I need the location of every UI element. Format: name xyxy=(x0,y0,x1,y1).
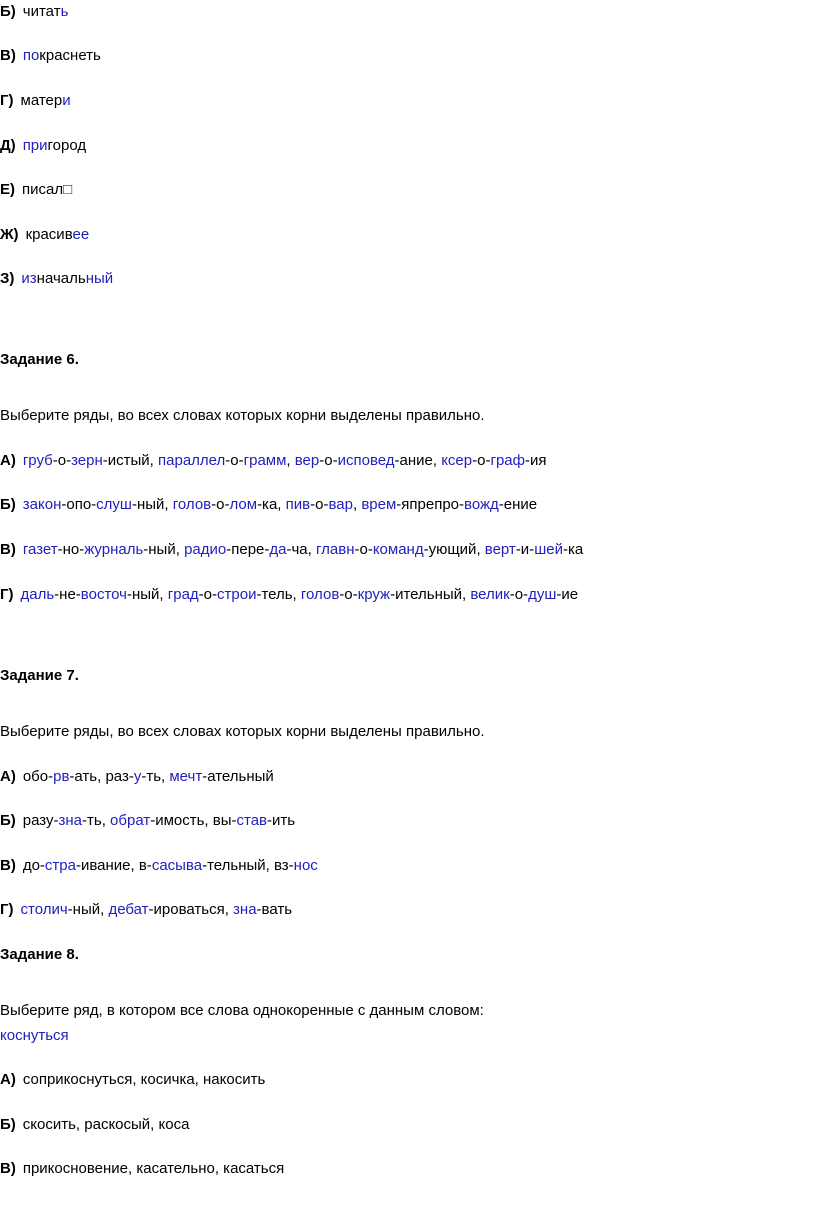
text-segment: , xyxy=(352,496,362,513)
text-segment: -ный, xyxy=(126,586,168,603)
text-segment: -ироваться, xyxy=(148,901,234,918)
text-segment: краснеть xyxy=(39,47,101,64)
text-segment: -ный, xyxy=(131,496,173,513)
text-segment: -ательный xyxy=(202,768,274,785)
text-segment: -ать, раз- xyxy=(69,768,134,785)
answer-option xyxy=(0,180,72,200)
text-segment: -тельный, вз- xyxy=(202,857,294,874)
answer-option xyxy=(0,46,101,66)
highlighted-morpheme: □ xyxy=(63,181,73,198)
highlighted-morpheme: даль xyxy=(20,586,55,603)
text-segment: началь xyxy=(36,270,86,287)
text-segment: -о- xyxy=(310,496,329,513)
text-segment: -о- xyxy=(198,586,218,603)
text-segment: -и- xyxy=(515,541,535,558)
option-label: В) xyxy=(0,857,16,874)
text-segment: -ение xyxy=(498,496,538,513)
highlighted-morpheme: круж xyxy=(357,586,391,603)
option-label: Ж) xyxy=(0,226,19,243)
text-line xyxy=(0,1026,69,1046)
text-segment: -тель, xyxy=(256,586,301,603)
highlighted-morpheme: верт xyxy=(484,541,516,558)
highlighted-morpheme: по xyxy=(22,47,40,64)
text-segment: -ный, xyxy=(143,541,185,558)
text-segment: -но- xyxy=(57,541,85,558)
heading-text: Задание 7. xyxy=(0,667,79,684)
answer-option xyxy=(0,451,546,471)
highlighted-morpheme: да xyxy=(269,541,287,558)
highlighted-morpheme: газет xyxy=(22,541,58,558)
answer-option xyxy=(0,136,86,156)
option-label: Б) xyxy=(0,812,16,829)
highlighted-morpheme: зна xyxy=(233,901,257,918)
section-heading xyxy=(0,945,79,965)
highlighted-morpheme: коснуться xyxy=(0,1027,69,1044)
text-segment: -ующий, xyxy=(423,541,485,558)
text-segment: Выберите ряды, во всех словах которых корни выделены правильно. xyxy=(0,407,485,424)
answer-option xyxy=(0,540,583,560)
text-segment: -ительный, xyxy=(390,586,471,603)
text-segment: -япрепро- xyxy=(396,496,465,513)
answer-option xyxy=(0,269,113,289)
text-segment: -ия xyxy=(524,452,547,469)
highlighted-morpheme: зерн xyxy=(71,452,103,469)
option-label: Г) xyxy=(0,586,14,603)
answer-option xyxy=(0,856,318,876)
option-label: А) xyxy=(0,1071,16,1088)
text-segment: -имость, вы- xyxy=(150,812,237,829)
highlighted-morpheme: груб xyxy=(22,452,53,469)
text-segment: -о- xyxy=(211,496,230,513)
highlighted-morpheme: из xyxy=(21,270,37,287)
option-label: Д) xyxy=(0,137,16,154)
text-segment: соприкоснуться, косичка, накосить xyxy=(22,1071,266,1088)
text-segment: писал xyxy=(22,181,64,198)
highlighted-morpheme: ь xyxy=(60,3,69,20)
highlighted-morpheme: и xyxy=(62,92,71,109)
heading-text: Задание 6. xyxy=(0,351,79,368)
option-label: Г) xyxy=(0,92,14,109)
highlighted-morpheme: став xyxy=(236,812,268,829)
answer-option xyxy=(0,495,537,515)
text-line xyxy=(0,406,485,426)
highlighted-morpheme: град xyxy=(167,586,199,603)
highlighted-morpheme: восточ xyxy=(80,586,127,603)
highlighted-morpheme: ксер xyxy=(441,452,473,469)
highlighted-morpheme: нос xyxy=(293,857,318,874)
highlighted-morpheme: дебат xyxy=(108,901,149,918)
highlighted-morpheme: мечт xyxy=(169,768,203,785)
text-segment: до- xyxy=(22,857,45,874)
highlighted-morpheme: у xyxy=(133,768,142,785)
answer-option xyxy=(0,900,292,920)
text-segment: Выберите ряд, в котором все слова однокоренные с данным словом: xyxy=(0,1002,484,1019)
option-label: В) xyxy=(0,541,16,558)
highlighted-morpheme: граф xyxy=(490,452,525,469)
highlighted-morpheme: вар xyxy=(328,496,353,513)
option-label: А) xyxy=(0,768,16,785)
text-segment: -не- xyxy=(54,586,81,603)
highlighted-morpheme: радио xyxy=(184,541,227,558)
option-label: А) xyxy=(0,452,16,469)
answer-option xyxy=(0,225,89,245)
highlighted-morpheme: зна xyxy=(58,812,83,829)
highlighted-morpheme: главн xyxy=(315,541,355,558)
text-segment: читат xyxy=(22,3,61,20)
highlighted-morpheme: вожд xyxy=(464,496,499,513)
text-segment: прикосновение, касательно, касаться xyxy=(22,1160,285,1177)
text-segment: -ание, xyxy=(394,452,442,469)
text-segment: -ить xyxy=(267,812,296,829)
highlighted-morpheme: журналь xyxy=(84,541,144,558)
highlighted-morpheme: команд xyxy=(372,541,424,558)
text-segment: город xyxy=(47,137,87,154)
text-segment: -о- xyxy=(472,452,491,469)
text-segment: -ивание, в- xyxy=(75,857,152,874)
text-segment: -о- xyxy=(319,452,338,469)
text-segment: обо- xyxy=(22,768,54,785)
highlighted-morpheme: рв xyxy=(53,768,70,785)
highlighted-morpheme: сасыва xyxy=(151,857,203,874)
option-label: Г) xyxy=(0,901,14,918)
option-label: В) xyxy=(0,1160,16,1177)
option-label: Б) xyxy=(0,1116,16,1133)
highlighted-morpheme: пив xyxy=(285,496,311,513)
highlighted-morpheme: параллел xyxy=(158,452,226,469)
option-label: Е) xyxy=(0,181,15,198)
text-segment: -ча, xyxy=(286,541,316,558)
answer-option xyxy=(0,1115,189,1135)
text-segment: -ие xyxy=(556,586,579,603)
highlighted-morpheme: вер xyxy=(294,452,320,469)
highlighted-morpheme: исповед xyxy=(337,452,395,469)
text-segment: -о- xyxy=(509,586,529,603)
highlighted-morpheme: строи xyxy=(217,586,257,603)
text-segment: -о- xyxy=(339,586,358,603)
highlighted-morpheme: слуш xyxy=(96,496,132,513)
text-segment: матер xyxy=(20,92,63,109)
text-segment: -истый, xyxy=(102,452,159,469)
answer-option xyxy=(0,1070,265,1090)
heading-text: Задание 8. xyxy=(0,946,79,963)
highlighted-morpheme: грамм xyxy=(243,452,287,469)
text-line xyxy=(0,1001,484,1021)
option-label: Б) xyxy=(0,3,16,20)
highlighted-morpheme: врем xyxy=(361,496,397,513)
text-segment: -ка, xyxy=(257,496,286,513)
section-heading xyxy=(0,350,79,370)
section-heading xyxy=(0,666,79,686)
text-segment: -ть, xyxy=(141,768,170,785)
text-segment: разу- xyxy=(22,812,59,829)
text-line xyxy=(0,722,485,742)
option-label: Б) xyxy=(0,496,16,513)
option-label: В) xyxy=(0,47,16,64)
highlighted-morpheme: ный xyxy=(85,270,114,287)
answer-option xyxy=(0,767,274,787)
highlighted-morpheme: шей xyxy=(534,541,563,558)
answer-option xyxy=(0,1159,284,1179)
highlighted-morpheme: ее xyxy=(72,226,90,243)
text-segment: красив xyxy=(25,226,73,243)
text-segment: Выберите ряды, во всех словах которых корни выделены правильно. xyxy=(0,723,485,740)
highlighted-morpheme: душ xyxy=(528,586,557,603)
answer-option xyxy=(0,585,578,605)
text-segment: -опо- xyxy=(61,496,97,513)
highlighted-morpheme: обрат xyxy=(110,812,151,829)
answer-option xyxy=(0,91,71,111)
text-segment: -ть, xyxy=(82,812,111,829)
text-segment: скосить, раскосый, коса xyxy=(22,1116,190,1133)
text-segment: -о- xyxy=(225,452,244,469)
text-segment: -ка xyxy=(562,541,584,558)
highlighted-morpheme: стра xyxy=(44,857,76,874)
answer-option xyxy=(0,2,68,22)
option-label: З) xyxy=(0,270,15,287)
highlighted-morpheme: голов xyxy=(172,496,212,513)
text-segment: , xyxy=(286,452,295,469)
answer-option xyxy=(0,811,295,831)
highlighted-morpheme: при xyxy=(22,137,48,154)
highlighted-morpheme: велик xyxy=(470,586,510,603)
text-segment: -о- xyxy=(52,452,72,469)
highlighted-morpheme: закон xyxy=(22,496,62,513)
text-segment: -пере- xyxy=(226,541,270,558)
text-segment: -о- xyxy=(354,541,373,558)
highlighted-morpheme: лом xyxy=(229,496,258,513)
highlighted-morpheme: столич xyxy=(20,901,68,918)
highlighted-morpheme: голов xyxy=(300,586,340,603)
text-segment: -ный, xyxy=(67,901,109,918)
text-segment: -вать xyxy=(256,901,293,918)
